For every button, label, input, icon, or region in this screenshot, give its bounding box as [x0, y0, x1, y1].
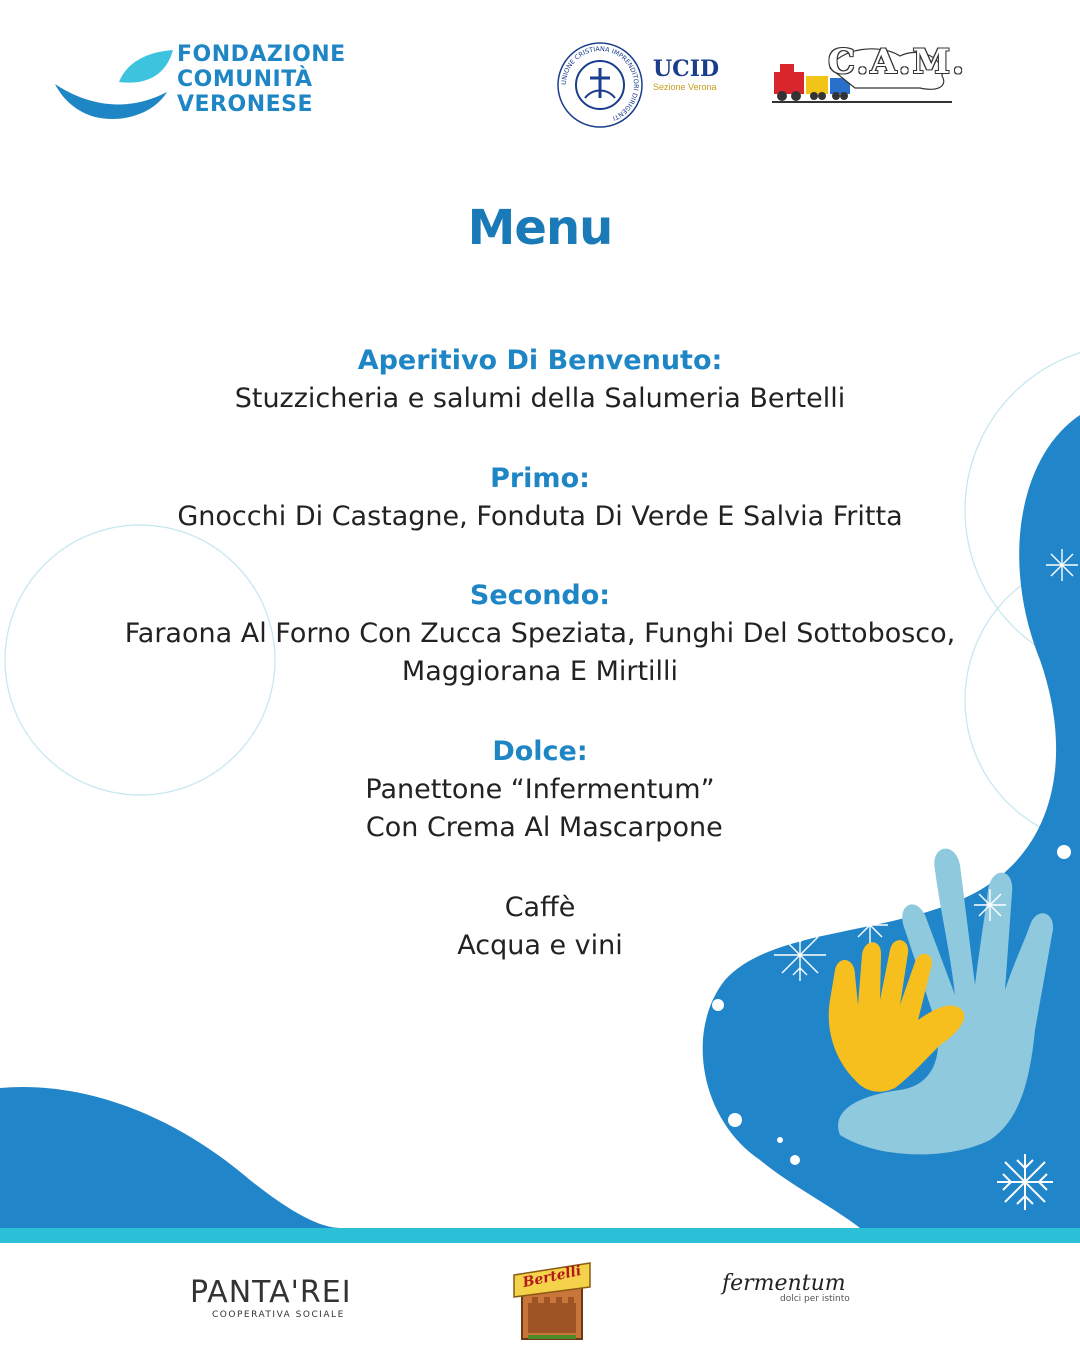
section-line: Acqua e vini	[457, 930, 623, 961]
section-line: Con Crema Al Mascarpone	[357, 812, 723, 843]
section-heading: Dolce:	[492, 736, 588, 767]
ucid-seal-icon	[555, 40, 645, 130]
fermentum-logo	[722, 1271, 872, 1331]
pantarei-logo	[190, 1275, 370, 1335]
section-line: Panettone “Infermentum”	[365, 774, 715, 805]
footer-band	[0, 1228, 1080, 1243]
ucid-subtitle: Sezione Verona	[653, 82, 717, 92]
fcv-line: VERONESE	[177, 92, 314, 117]
bertelli-logo	[510, 1257, 594, 1343]
menu-section-primo	[0, 460, 1080, 536]
section-line: Faraona Al Forno Con Zucca Speziata, Funghi Del Sottobosco,	[124, 618, 956, 649]
section-line: Gnocchi Di Castagne, Fonduta Di Verde E Salvia Fritta	[177, 501, 903, 532]
section-heading: Primo:	[490, 463, 590, 494]
bertelli-name: Bertelli	[521, 1262, 583, 1292]
menu-title: Menu	[467, 200, 613, 256]
cam-logo	[770, 38, 966, 108]
fcv-logo	[55, 42, 375, 122]
bottom-left-wave	[0, 1087, 340, 1228]
fcv-line: FONDAZIONE	[177, 42, 346, 67]
menu-section-secondo	[0, 577, 1080, 691]
fcv-line: COMUNITÀ	[177, 67, 313, 92]
cam-name: C.A.M.	[828, 42, 966, 82]
section-line: Stuzzicheria e salumi della Salumeria Bertelli	[234, 383, 846, 414]
fermentum-name: fermentum	[722, 1271, 846, 1296]
section-line: Caffè	[504, 892, 576, 923]
pantarei-name: PANTA'REI	[190, 1275, 352, 1310]
ucid-logo	[555, 40, 725, 123]
fermentum-subtitle: dolci per istinto	[780, 1294, 850, 1304]
menu-section-dolce	[0, 733, 1080, 847]
menu-section-bevande	[0, 889, 1080, 965]
snowflake-icon	[997, 1154, 1053, 1210]
section-heading: Aperitivo Di Benvenuto:	[357, 345, 723, 376]
section-heading: Secondo:	[469, 580, 611, 611]
pantarei-subtitle: COOPERATIVA SOCIALE	[212, 1310, 345, 1320]
menu-section-aperitivo	[0, 342, 1080, 418]
section-line: Maggiorana E Mirtilli	[401, 656, 679, 687]
ucid-name: UCID	[653, 56, 720, 82]
ucid-ring-text: UNIONE CRISTIANA IMPRENDITORI DIRIGENTI	[559, 44, 641, 123]
hand-leaf-icon	[55, 42, 175, 122]
footer	[0, 1243, 1080, 1350]
